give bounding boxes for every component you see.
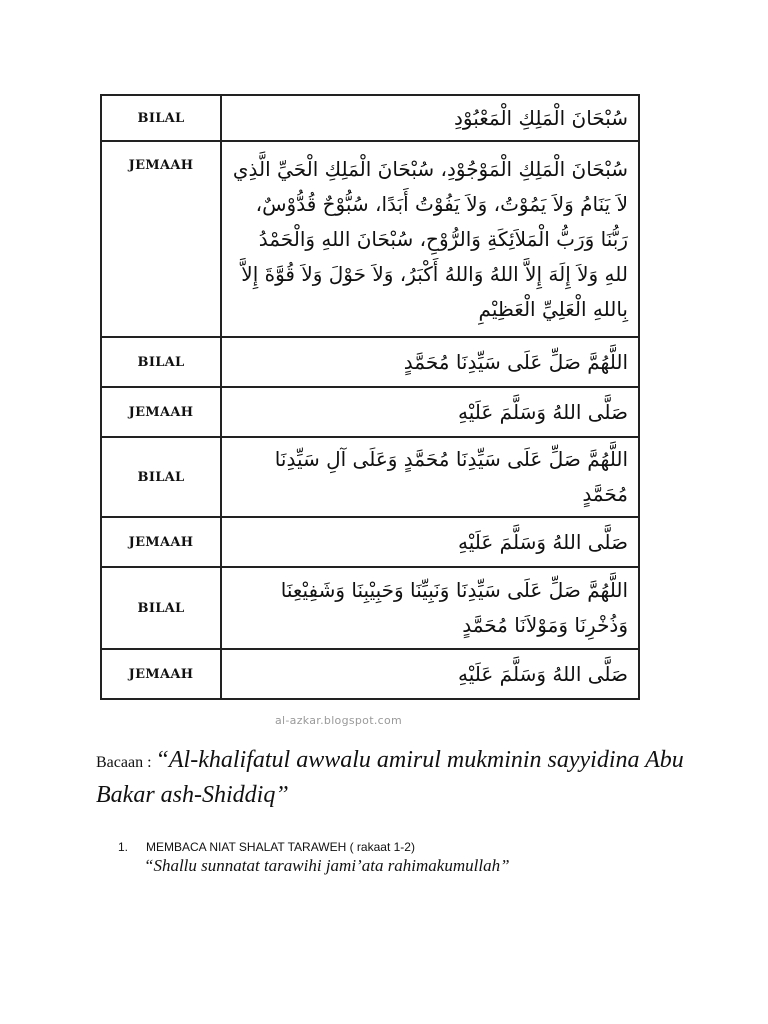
list-number: 1. [118,840,129,854]
bacaan-text: “Al-khalifatul awwalu amirul mukminin sayyidina Abu Bakar ash-Shiddiq” [96,747,684,808]
arabic-text-cell: صَلَّى اللهُ وَسَلَّمَ عَلَيْهِ [221,387,639,437]
arabic-text-cell: اللَّهُمَّ صَلِّ عَلَى سَيِّدِنَا وَنَبِيِّنَا وَحَبِيْبِنَا وَشَفِيْعِنَا وَذُخْرِنَا وَمَوْلاَنَا مُحَمَّدٍ [221,567,639,649]
arabic-text-cell: سُبْحَانَ الْمَلِكِ الْمَوْجُوْدِ، سُبْحَانَ الْمَلِكِ الْحَيِّ الَّذِي لاَ يَنَامُ وَلاَ يَمُوْتُ، وَلاَ يَفُوْتُ أَبَدًا، سُبُّوْحٌ قُدُّوْسٌ، رَبُّنَا وَرَبُّ الْمَلاَئِكَةِ وَالرُّوْحِ، سُبْحَانَ اللهِ وَالْحَمْدُ للهِ وَلاَ إِلَهَ إِلاَّ اللهُ وَاللهُ أَكْبَرُ، وَلاَ حَوْلَ وَلاَ قُوَّةَ إِلاَّ بِاللهِ الْعَلِيِّ الْعَظِيْمِ [221,141,639,337]
role-cell: JEMAAH [101,517,221,567]
watermark: al-azkar.blogspot.com [275,714,403,727]
role-cell: JEMAAH [101,649,221,699]
bacaan-label: Bacaan : [96,754,156,771]
table-row [101,95,639,141]
arabic-text-cell: اللَّهُمَّ صَلِّ عَلَى سَيِّدِنَا مُحَمَّدٍ وَعَلَى آلِ سَيِّدِنَا مُحَمَّدٍ [221,437,639,517]
list-quote: “Shallu sunnatat tarawihi jami’ata rahimakumullah” [144,856,510,875]
table-row [101,337,639,387]
arabic-text-cell: صَلَّى اللهُ وَسَلَّمَ عَلَيْهِ [221,517,639,567]
role-cell: JEMAAH [101,141,221,337]
table-row [101,567,639,649]
table-row [101,649,639,699]
role-cell: JEMAAH [101,387,221,437]
table-row [101,437,639,517]
table-row [101,387,639,437]
bilal-jemaah-table [100,94,640,700]
role-cell: BILAL [101,337,221,387]
list-heading: MEMBACA NIAT SHALAT TARAWEH ( rakaat 1-2) [146,840,415,854]
bacaan-paragraph [96,744,696,811]
table-row [101,517,639,567]
role-cell: BILAL [101,95,221,141]
role-cell: BILAL [101,437,221,517]
role-cell: BILAL [101,567,221,649]
arabic-text-cell: سُبْحَانَ الْمَلِكِ الْمَعْبُوْدِ [221,95,639,141]
arabic-text-cell: اللَّهُمَّ صَلِّ عَلَى سَيِّدِنَا مُحَمَّدٍ [221,337,639,387]
arabic-text-cell: صَلَّى اللهُ وَسَلَّمَ عَلَيْهِ [221,649,639,699]
list-item [118,840,415,854]
table-row [101,141,639,337]
